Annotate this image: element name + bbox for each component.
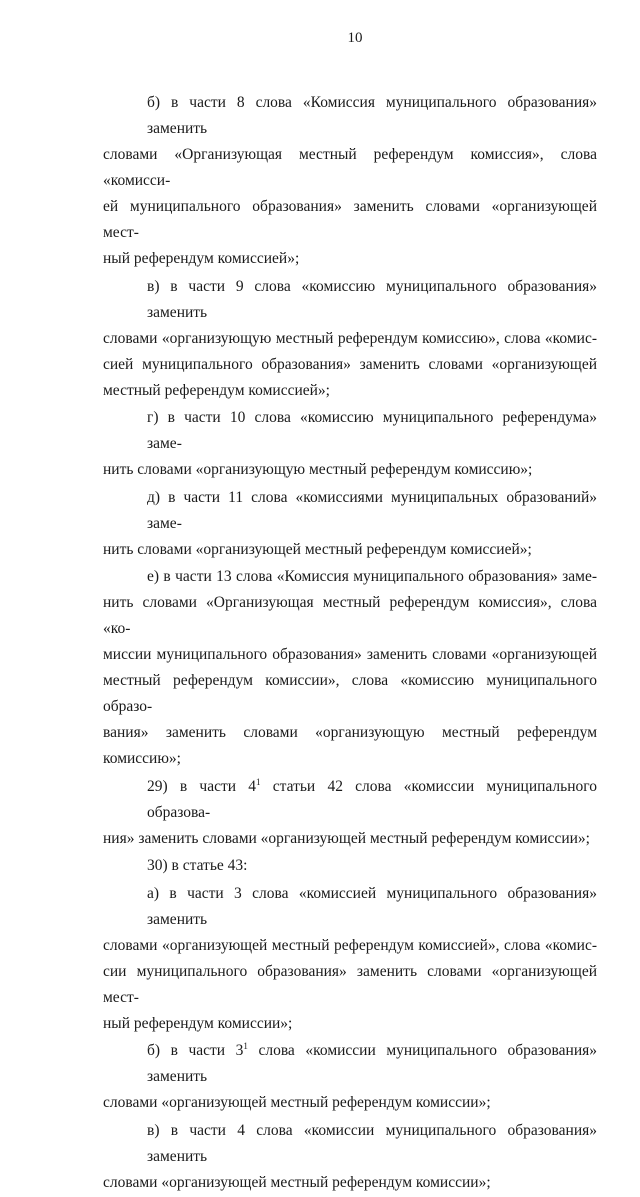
text-line: сии муниципального образования» заменить словами «организующей мест- [103, 962, 597, 1006]
text-line: а) в части 3 слова «комиссией муниципального образования» заменить [147, 884, 597, 928]
text-line: ный референдум комиссией»; [103, 250, 300, 267]
text-line: б) в части 8 слова «Комиссия муниципального образования» заменить [147, 94, 597, 137]
paragraph-v-part-9 [103, 274, 597, 404]
paragraph-b-part-8 [103, 90, 597, 272]
superscript: 1 [256, 776, 261, 787]
page-number: 10 [347, 30, 363, 46]
text-line: нить словами «Организующая местный референдум комиссия», слова «ко- [103, 594, 597, 637]
text-line: местный референдум комиссии», слова «комиссию муниципального образо- [103, 672, 597, 715]
text-line: миссии муниципального образования» заменить словами «организующей [103, 646, 597, 663]
text-line: словами «организующей местный референдум комиссии»; [103, 1094, 491, 1111]
text-line: г) в части 10 слова «комиссию муниципального референдума» заме- [147, 409, 597, 452]
text-line: местный референдум комиссией»; [103, 381, 330, 399]
text-line: д) в части 11 слова «комиссиями муниципальных образований» заме- [147, 488, 597, 532]
paragraph-b-part-3-1 [103, 1038, 597, 1116]
paragraph-g-part-10 [103, 405, 597, 483]
paragraph-v-part-4 [103, 1118, 597, 1196]
text-fragment: 29) в части 4 [147, 777, 257, 795]
text-line: ей муниципального образования» заменить словами «организующей мест- [103, 198, 597, 241]
text-line: нить словами «организующей местный референдум комиссией»; [103, 540, 532, 558]
text-line: ный референдум комиссии»; [103, 1014, 293, 1032]
text-fragment: статьи 42 слова «комиссии муниципального образова- [147, 777, 597, 821]
text-line: 30) в статье 43: [147, 857, 248, 874]
paragraph-30 [103, 853, 597, 879]
text-line [103, 774, 597, 826]
text-line: е) в части 13 слова «Комиссия муниципального образования» заме- [147, 568, 597, 585]
text-line: словами «Организующая местный референдум комиссия», слова «комисси- [103, 146, 597, 189]
text-line: в) в части 4 слова «комиссии муниципального образования» заменить [147, 1121, 597, 1165]
text-line: вания» заменить словами «организующую местный референдум комиссию»; [103, 724, 597, 767]
text-line: словами «организующей местный референдум комиссией», слова «комис- [103, 936, 597, 954]
text-line: словами «организующую местный референдум комиссию», слова «комис- [103, 329, 597, 347]
text-line: нить словами «организующую местный референдум комиссию»; [103, 461, 533, 478]
text-fragment: б) в части 3 [147, 1042, 244, 1059]
text-line: словами «организующей местный референдум комиссии»; [103, 1173, 491, 1191]
paragraph-a-part-3 [103, 881, 597, 1037]
superscript: 1 [243, 1041, 248, 1051]
text-fragment: слова «комиссии муниципального образования» заменить [147, 1042, 598, 1085]
paragraph-29 [103, 774, 597, 852]
paragraph-d-part-11 [103, 485, 597, 563]
paragraph-e-part-13 [103, 564, 597, 772]
text-line: в) в части 9 слова «комиссию муниципального образования» заменить [147, 277, 597, 321]
text-line: сией муниципального образования» заменить словами «организующей [103, 355, 597, 373]
text-line [103, 1038, 597, 1090]
document-body [103, 90, 597, 1197]
text-line: ния» заменить словами «организующей местный референдум комиссии»; [103, 829, 590, 847]
